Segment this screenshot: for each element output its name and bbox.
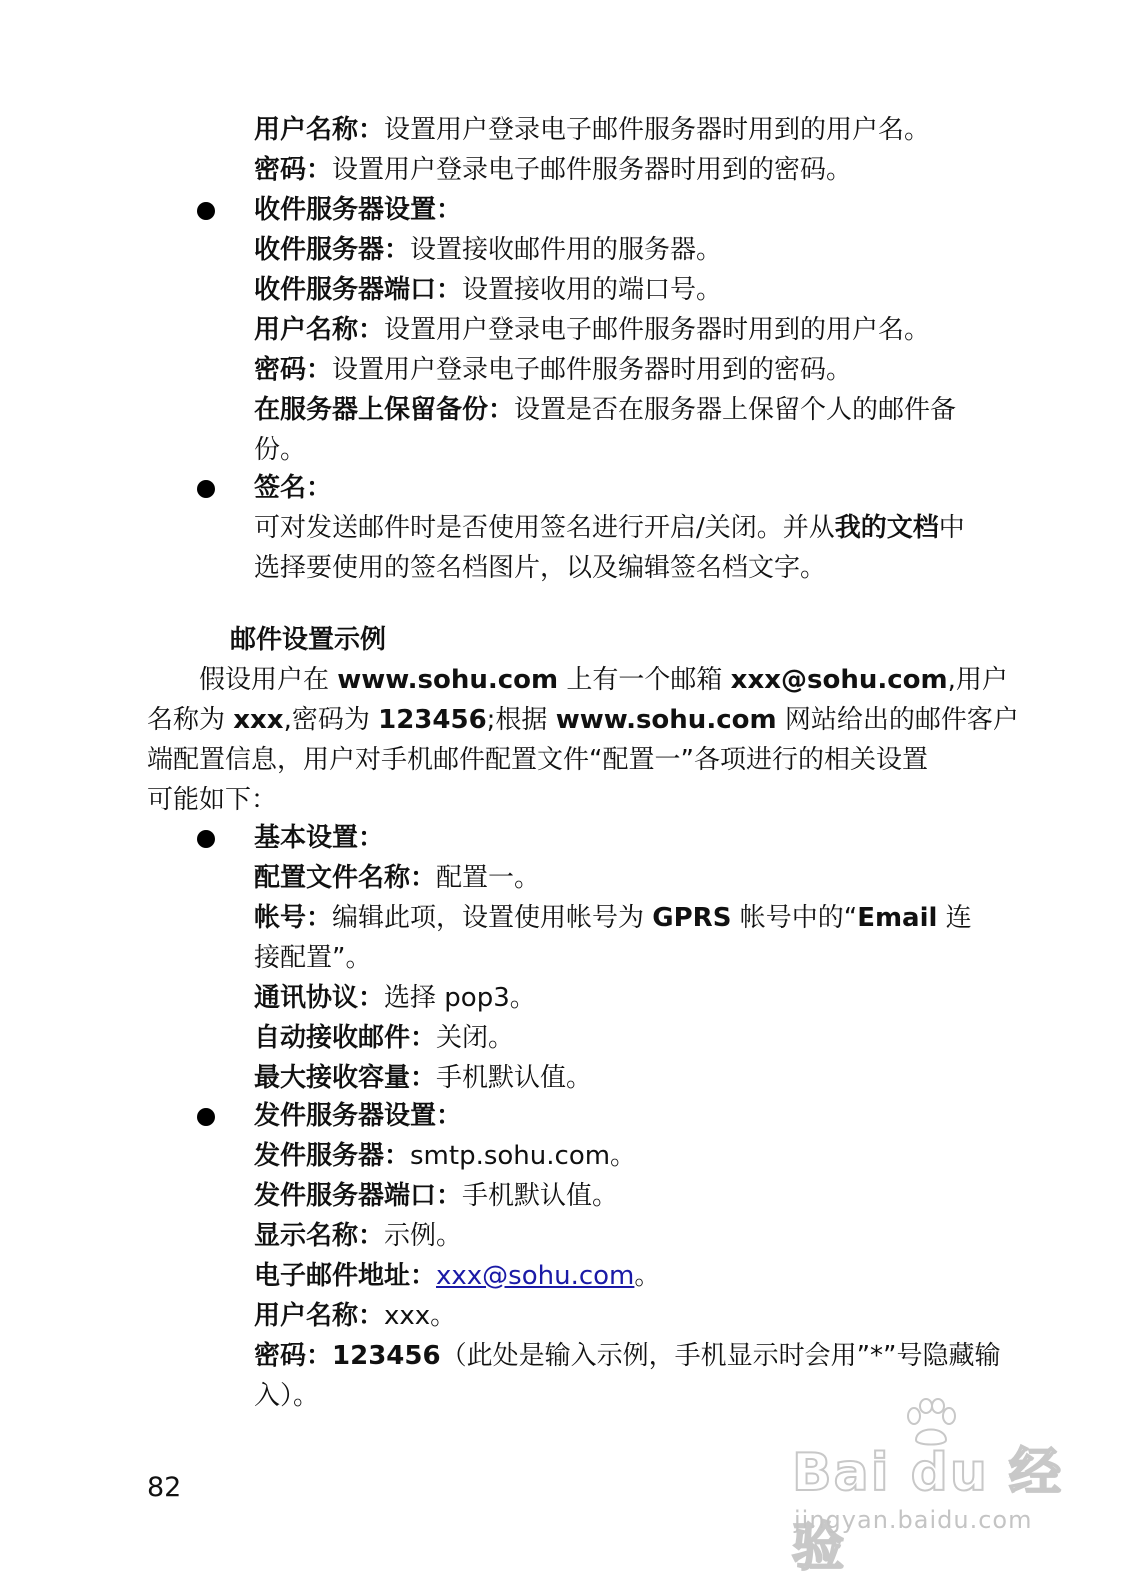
text: Email [857, 903, 938, 933]
text: 123456 [378, 705, 487, 735]
text: 手机默认值。 [436, 1063, 593, 1093]
basic-line: 接配置”。 [254, 943, 372, 973]
label: 帐号： [254, 903, 333, 933]
label: 收件服务器端口： [254, 275, 463, 305]
text: 网站给出的邮件客户 [776, 705, 1019, 735]
bullet-icon [197, 202, 215, 220]
outgoing-line: 入）。 [254, 1381, 320, 1411]
text: GPRS [652, 903, 732, 933]
text: 上有一个邮箱 [558, 665, 731, 695]
page-number: 82 [147, 1472, 182, 1503]
watermark-url: jingyan.baidu.com [794, 1506, 1033, 1534]
bullet-icon [197, 1108, 215, 1126]
text: 连 [937, 903, 972, 933]
outgoing-line [254, 1136, 636, 1176]
example-para [199, 660, 1008, 700]
text: 关闭。 [436, 1023, 515, 1053]
label: 用户名称： [254, 1301, 385, 1331]
bullet-icon [197, 830, 215, 848]
outgoing-line [254, 1336, 1001, 1376]
label: 发件服务器： [254, 1141, 411, 1171]
incoming-line [254, 430, 306, 470]
basic-heading: 基本设置： [254, 823, 385, 853]
text: 123456 [332, 1341, 441, 1371]
text: 可对发送邮件时是否使用签名进行开启/关闭。并从 [254, 513, 835, 543]
email-link[interactable]: xxx@sohu.com [436, 1261, 635, 1291]
label: 发件服务器端口： [254, 1181, 463, 1211]
text: www.sohu.com [555, 705, 777, 735]
section-title: 邮件设置示例 [230, 625, 387, 655]
text: 设置用户登录电子邮件服务器时用到的密码。 [332, 355, 853, 385]
label: 用户名称： [254, 315, 385, 345]
para-username [254, 110, 930, 150]
text: 。 [634, 1261, 661, 1291]
label: 密码： [254, 1341, 333, 1371]
text: xxx。 [384, 1301, 457, 1331]
para-password [254, 150, 852, 190]
text: ,密码为 [283, 705, 379, 735]
label: 用户名称： [254, 115, 385, 145]
text: 帐号中的“ [731, 903, 858, 933]
text: 配置一。 [436, 863, 541, 893]
outgoing-line [254, 1256, 660, 1296]
text: 设置是否在服务器上保留个人的邮件备 [514, 395, 957, 425]
example-para: 端配置信息，用户对手机邮件配置文件“配置一”各项进行的相关设置 [147, 745, 928, 775]
outgoing-line [254, 1216, 462, 1256]
bullet-icon [197, 480, 215, 498]
text: （此处是输入示例，手机显示时会用”*”号隐藏输 [440, 1341, 1001, 1371]
text: 设置用户登录电子邮件服务器时用到的用户名。 [384, 315, 931, 345]
text: 中 [938, 513, 965, 543]
text: xxx@sohu.com [730, 665, 948, 695]
signature-line: 选择要使用的签名档图片，以及编辑签名档文字。 [254, 553, 827, 583]
text: ;根据 [486, 705, 556, 735]
incoming-line [254, 310, 930, 350]
text: 示例。 [384, 1221, 463, 1251]
text: 手机默认值。 [462, 1181, 619, 1211]
outgoing-heading: 发件服务器设置： [254, 1101, 463, 1131]
label: 通讯协议： [254, 983, 385, 1013]
text: 设置用户登录电子邮件服务器时用到的用户名。 [384, 115, 931, 145]
text: 设置接收邮件用的服务器。 [410, 235, 723, 265]
text: 假设用户在 [199, 665, 338, 695]
basic-line [254, 858, 540, 898]
text: 名称为 [147, 705, 234, 735]
text: 份。 [254, 435, 307, 465]
label: 配置文件名称： [254, 863, 437, 893]
label: 自动接收邮件： [254, 1023, 437, 1053]
incoming-line [254, 230, 722, 270]
label: 电子邮件地址： [254, 1261, 437, 1291]
label: 收件服务器： [254, 235, 411, 265]
outgoing-line [254, 1176, 618, 1216]
incoming-line [254, 350, 852, 390]
text: 选择 pop3。 [384, 983, 536, 1013]
watermark-brand: Bai du 经验 [792, 1443, 1063, 1578]
example-para: 可能如下： [147, 785, 278, 815]
label: 在服务器上保留备份： [254, 395, 515, 425]
basic-line [254, 978, 536, 1018]
text: smtp.sohu.com。 [410, 1141, 637, 1171]
signature-heading: 签名： [254, 473, 333, 503]
text: 设置接收用的端口号。 [462, 275, 723, 305]
label: 密码： [254, 355, 333, 385]
label: 显示名称： [254, 1221, 385, 1251]
text: 设置用户登录电子邮件服务器时用到的密码。 [332, 155, 853, 185]
signature-line [254, 508, 965, 548]
text: 编辑此项，设置使用帐号为 [332, 903, 653, 933]
label: 最大接收容量： [254, 1063, 437, 1093]
example-para [147, 700, 1019, 740]
label: 密码： [254, 155, 333, 185]
incoming-line [254, 270, 722, 310]
incoming-line [254, 390, 956, 430]
text: xxx [233, 705, 284, 735]
basic-line [254, 1058, 592, 1098]
baidu-watermark [792, 1398, 1082, 1578]
incoming-heading: 收件服务器设置： [254, 195, 463, 225]
text: www.sohu.com [337, 665, 559, 695]
basic-line [254, 1018, 514, 1058]
text: ,用户 [947, 665, 1008, 695]
basic-line [254, 898, 972, 938]
outgoing-line [254, 1296, 456, 1336]
my-documents: 我的文档 [834, 513, 939, 543]
